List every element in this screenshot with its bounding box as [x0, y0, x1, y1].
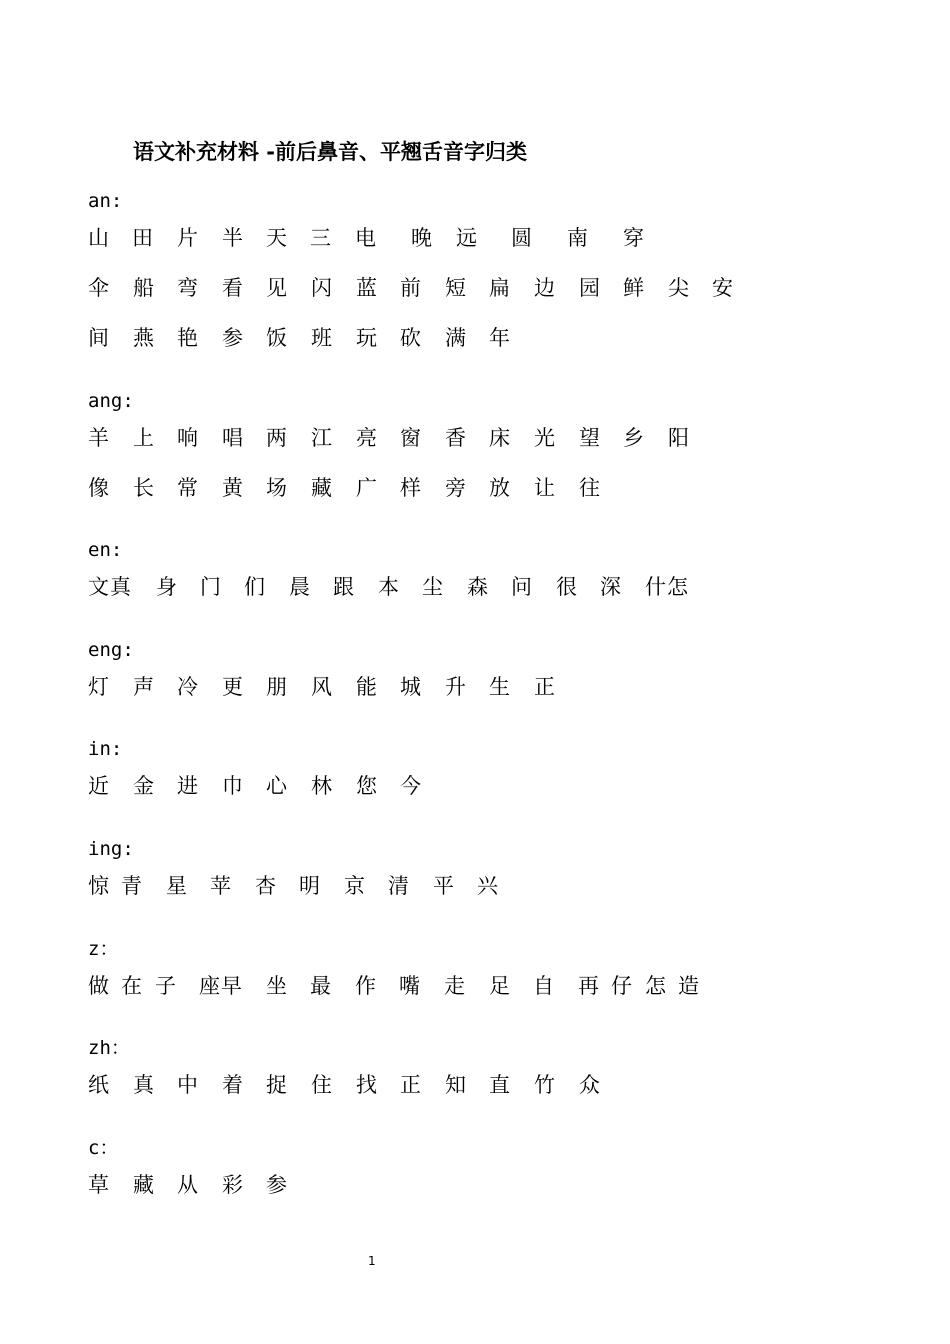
- character: 坐: [266, 974, 287, 998]
- character: 鲜: [623, 276, 644, 300]
- character: 正: [534, 675, 555, 699]
- pinyin-section: [88, 389, 689, 503]
- character: 闪: [311, 276, 332, 300]
- character: 走: [444, 974, 465, 998]
- character: 玩: [356, 326, 377, 350]
- pinyin-section: [88, 937, 699, 1001]
- character: 仔: [611, 974, 632, 998]
- pinyin-section: [88, 837, 498, 901]
- character: 苹: [210, 874, 231, 898]
- character: 半: [222, 226, 243, 250]
- character: 风: [311, 675, 332, 699]
- character: 山: [88, 226, 109, 250]
- character: 安: [712, 276, 733, 300]
- character: 进: [177, 774, 198, 798]
- character: 片: [177, 226, 198, 250]
- character: 穿: [623, 226, 644, 250]
- character: 找: [356, 1073, 377, 1097]
- pinyin-section: [88, 538, 688, 602]
- character: 直: [489, 1073, 510, 1097]
- character: 冷: [177, 675, 198, 699]
- character: 电: [355, 226, 376, 250]
- character: 园: [579, 276, 600, 300]
- character: 草: [88, 1173, 109, 1197]
- character: 怎: [645, 974, 666, 998]
- character: 竹: [534, 1073, 555, 1097]
- character: 作: [355, 974, 376, 998]
- pinyin-section: [88, 1136, 287, 1200]
- character: 灯: [88, 675, 109, 699]
- character: 兴: [477, 874, 498, 898]
- character: 见: [266, 276, 287, 300]
- character: 造: [678, 974, 699, 998]
- character: 羊: [88, 426, 109, 450]
- character: 天: [266, 226, 287, 250]
- section-label: c：: [88, 1137, 119, 1159]
- character: 样: [400, 476, 421, 500]
- character: 田: [132, 226, 153, 250]
- character: 圆: [511, 226, 532, 250]
- character: 长: [133, 476, 154, 500]
- character: 香: [445, 426, 466, 450]
- character: 上: [133, 426, 154, 450]
- character: 蓝: [356, 276, 377, 300]
- pinyin-section: [88, 1036, 600, 1100]
- character: 边: [534, 276, 555, 300]
- character-row: [88, 1170, 287, 1200]
- character: 藏: [133, 1173, 154, 1197]
- character: 嘴: [399, 974, 420, 998]
- character: 唱: [222, 426, 243, 450]
- section-label: an:: [88, 190, 123, 212]
- character: 像: [88, 476, 109, 500]
- character: 深: [600, 575, 621, 599]
- character: 惊: [88, 874, 109, 898]
- character: 尘: [422, 575, 443, 599]
- character: 巾: [222, 774, 243, 798]
- pinyin-section: [88, 638, 555, 702]
- character: 尖: [668, 276, 689, 300]
- character: 您: [356, 774, 377, 798]
- character: 砍: [400, 326, 421, 350]
- character: 朋: [266, 675, 287, 699]
- character: 满: [445, 326, 466, 350]
- character: 身: [156, 575, 177, 599]
- character: 跟: [333, 575, 354, 599]
- character: 阳: [668, 426, 689, 450]
- character: 船: [133, 276, 154, 300]
- character-row: [88, 971, 699, 1001]
- character: 饭: [266, 326, 287, 350]
- section-label: eng:: [88, 639, 134, 661]
- pinyin-section: [88, 189, 733, 353]
- character: 今: [400, 774, 421, 798]
- character-row: [88, 323, 510, 353]
- character: 参: [266, 1173, 287, 1197]
- section-label: z：: [88, 938, 119, 960]
- character: 南: [567, 226, 588, 250]
- character: 望: [579, 426, 600, 450]
- character: 星: [166, 874, 187, 898]
- character: 往: [579, 476, 600, 500]
- character: 晨: [289, 575, 310, 599]
- character: 捉: [266, 1073, 287, 1097]
- character: 乡: [623, 426, 644, 450]
- character: 场: [266, 476, 287, 500]
- character: 远: [456, 226, 477, 250]
- character-row: [88, 423, 689, 453]
- character: 更: [222, 675, 243, 699]
- character: 金: [133, 774, 154, 798]
- character: 伞: [88, 276, 109, 300]
- character: 放: [489, 476, 510, 500]
- character: 升: [445, 675, 466, 699]
- character: 文: [88, 575, 109, 599]
- page-title: 语文补充材料 -前后鼻音、平翘舌音字归类: [133, 140, 528, 164]
- character: 光: [534, 426, 555, 450]
- character: 平: [433, 874, 454, 898]
- character: 窗: [400, 426, 421, 450]
- character-row: [88, 1070, 600, 1100]
- character: 彩: [222, 1173, 243, 1197]
- character-row: [88, 473, 600, 503]
- character: 们: [244, 575, 265, 599]
- character: 心: [266, 774, 287, 798]
- character: 常: [177, 476, 198, 500]
- character: 京: [344, 874, 365, 898]
- character: 青: [121, 874, 142, 898]
- character: 在: [121, 974, 142, 998]
- character: 艳: [177, 326, 198, 350]
- character: 自: [533, 974, 554, 998]
- character: 众: [579, 1073, 600, 1097]
- character: 近: [88, 774, 109, 798]
- section-label: ang:: [88, 390, 134, 412]
- character-row: [88, 273, 733, 303]
- page-number: 1: [368, 1254, 376, 1268]
- character: 看: [222, 276, 243, 300]
- character: 怎: [667, 575, 688, 599]
- character: 纸: [88, 1073, 109, 1097]
- character: 年: [489, 326, 510, 350]
- character-row: [88, 223, 644, 253]
- character: 晚: [411, 226, 432, 250]
- character: 知: [445, 1073, 466, 1097]
- character: 让: [534, 476, 555, 500]
- character: 声: [133, 675, 154, 699]
- character: 座: [199, 974, 220, 998]
- character: 林: [311, 774, 332, 798]
- character: 正: [400, 1073, 421, 1097]
- section-label: en:: [88, 539, 123, 561]
- character: 问: [511, 575, 532, 599]
- character: 弯: [177, 276, 198, 300]
- character: 杏: [255, 874, 276, 898]
- character: 真: [110, 575, 131, 599]
- section-label: zh：: [88, 1037, 130, 1059]
- character: 燕: [133, 326, 154, 350]
- character: 从: [177, 1173, 198, 1197]
- character: 旁: [445, 476, 466, 500]
- character: 本: [378, 575, 399, 599]
- character: 前: [400, 276, 421, 300]
- character: 两: [266, 426, 287, 450]
- character: 扁: [489, 276, 510, 300]
- section-label: in:: [88, 738, 123, 760]
- character: 广: [356, 476, 377, 500]
- character: 亮: [356, 426, 377, 450]
- character: 间: [88, 326, 109, 350]
- character: 做: [88, 974, 109, 998]
- character: 森: [467, 575, 488, 599]
- character: 子: [155, 974, 176, 998]
- character: 能: [356, 675, 377, 699]
- character: 什: [645, 575, 666, 599]
- character: 很: [556, 575, 577, 599]
- character: 短: [445, 276, 466, 300]
- character: 真: [133, 1073, 154, 1097]
- character: 中: [177, 1073, 198, 1097]
- character: 早: [221, 974, 242, 998]
- character: 参: [222, 326, 243, 350]
- character: 三: [310, 226, 331, 250]
- character: 明: [299, 874, 320, 898]
- character: 生: [489, 675, 510, 699]
- character: 黄: [222, 476, 243, 500]
- character-row: [88, 672, 555, 702]
- character: 足: [489, 974, 510, 998]
- character: 最: [310, 974, 331, 998]
- character: 城: [400, 675, 421, 699]
- character-row: [88, 572, 688, 602]
- pinyin-section: [88, 737, 421, 801]
- character: 床: [489, 426, 510, 450]
- character: 门: [200, 575, 221, 599]
- character: 住: [311, 1073, 332, 1097]
- character: 再: [578, 974, 599, 998]
- character: 江: [311, 426, 332, 450]
- character: 清: [388, 874, 409, 898]
- character: 班: [311, 326, 332, 350]
- section-label: ing:: [88, 838, 134, 860]
- character: 藏: [311, 476, 332, 500]
- character-row: [88, 771, 421, 801]
- character-row: [88, 871, 498, 901]
- character: 着: [222, 1073, 243, 1097]
- character: 响: [177, 426, 198, 450]
